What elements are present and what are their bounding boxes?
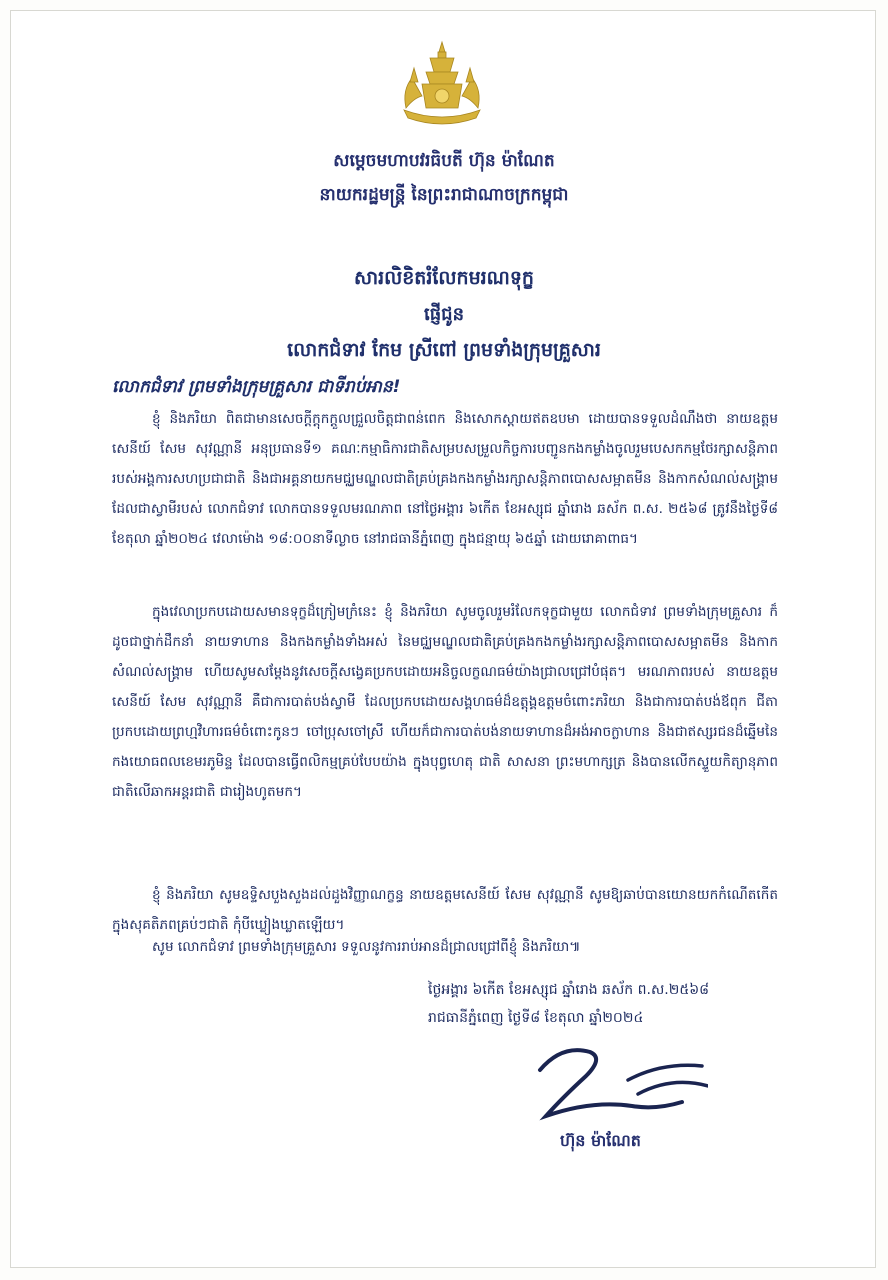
letter-subtitle: ផ្ញើជូន xyxy=(424,304,464,325)
paragraph-4-text: សូម លោកជំទាវ ព្រមទាំងក្រុមគ្រួសារ ទទួលនូវការរាប់អានដ៏ជ្រាលជ្រៅពីខ្ញុំ និងភរិយា៕ xyxy=(152,939,581,955)
paragraph-1-text: ខ្ញុំ និងភរិយា ពិតជាមានសេចក្តីក្តុកក្តួលជ្រួលចិត្តជាពន់ពេក និងសោកស្តាយឥតឧបមា ដោយបានទទួលដំណឹងថា នាយឧត្តមសេនីយ៍ សែម សុវណ្ណានី អនុប្រធានទី១ គណៈកម្មាធិការជាតិសម្របសម្រួលកិច្ចការបញ្ជូនកងកម្លាំងចូលរួមបេសកកម្មថែរក្សាសន្តិភាពរបស់អង្គការសហប្រជាជាតិ និងជាអគ្គនាយកមជ្ឈមណ្ឌលជាតិគ្រប់គ្រងកងកម្លាំងរក្សាសន្តិភាពបោសសម្អាតមីន និងកាកសំណល់សង្គ្រាម ដែលជាស្វាមីរបស់ លោកជំទាវ លោកបានទទួលមរណភាព នៅថ្ងៃអង្គារ ៦កើត ខែអស្សុជ ឆ្នាំរោង ឆស័ក ព.ស. ២៥៦៨ ត្រូវនឹងថ្ងៃទី៨ ខែតុលា ឆ្នាំ២០២៤ វេលាម៉ោង ១៨:០០នាទីល្ងាច នៅរាជធានីភ្នំពេញ ក្នុងជន្មាយុ ៦៥ឆ្នាំ ដោយរោគាពាធ។ xyxy=(112,411,778,547)
paragraph-3-text: ខ្ញុំ និងភរិយា សូមឧទ្ទិសបួងសួងដល់ដួងវិញ្ញាណក្ខន្ធ នាយឧត្តមសេនីយ៍ សែម សុវណ្ណានី សូមឱ្យឆាប់បានយោនយកកំណើតកើតក្នុងសុគតិភពគ្រប់ៗជាតិ កុំបីឃ្លៀងឃ្លាតឡើយ។ xyxy=(112,887,778,933)
paragraph-2-text: ក្នុងវេលាប្រកបដោយសមានទុក្ខដ៏ក្រៀមក្រំនេះ ខ្ញុំ និងភរិយា សូមចូលរួមរំលែកទុក្ខជាមួយ លោកជំទាវ ព្រមទាំងក្រុមគ្រួសារ ក៏ដូចជាថ្នាក់ដឹកនាំ នាយទាហាន និងកងកម្លាំងទាំងអស់ នៃមជ្ឈមណ្ឌលជាតិគ្រប់គ្រងកងកម្លាំងរក្សាសន្តិភាពបោសសម្អាតមីន និងកាកសំណល់សង្គ្រាម ហើយសូមសម្តែងនូវសេចក្តីសង្វេគប្រកបដោយអនិច្ចលក្ខណធម៌យ៉ាងជ្រាលជ្រៅបំផុត។ មរណភាពរបស់ នាយឧត្តមសេនីយ៍ សែម សុវណ្ណានី គឺជាការបាត់បង់ស្វាមី ដែលប្រកបដោយសង្គហធម៌ដ៏ឧត្តុង្គឧត្តមចំពោះភរិយា និងជាការបាត់បង់ឪពុក ជីតា ប្រកបដោយព្រហ្មវិហារធម៌ចំពោះកូនៗ ចៅប្រុសចៅស្រី ហើយក៏ជាការបាត់បង់នាយទាហានដ៏អង់អាចក្លាហាន និងជាឥស្សរជនដ៏ឆ្នើមនៃកងយោធពលខេមរភូមិន្ទ ដែលបានធ្វើពលិកម្មគ្រប់បែបយ៉ាង ក្នុងបុព្វហេតុ ជាតិ សាសនា ព្រះមហាក្សត្រ និងបានលើកស្ទួយកិត្យានុភាពជាតិលើឆាកអន្តរជាតិ ជារៀងហូតមក។ xyxy=(112,604,778,800)
royal-coat-of-arms-icon xyxy=(392,38,492,134)
signer-name: ហ៊ុន ម៉ាណែត xyxy=(560,1131,641,1150)
paragraph-3 xyxy=(112,880,778,940)
author-name: សម្តេចមហាបវរធិបតី ហ៊ុន ម៉ាណែត xyxy=(333,151,555,171)
paragraph-1 xyxy=(112,404,778,584)
letter-recipient: លោកជំទាវ កែម ស្រីពៅ ព្រមទាំងក្រុមគ្រួសារ xyxy=(287,339,601,361)
handwritten-signature xyxy=(532,1036,708,1128)
paragraph-2 xyxy=(112,597,778,897)
author-title: នាយករដ្ឋមន្ត្រី នៃព្រះរាជាណាចក្រកម្ពុជា xyxy=(319,185,569,205)
closing-date-solar: រាជធានីភ្នំពេញ ថ្ងៃទី៨ ខែតុលា ឆ្នាំ២០២៤ xyxy=(428,1010,644,1026)
paragraph-4 xyxy=(112,932,778,964)
closing-date-lunar: ថ្ងៃអង្គារ ៦កើត ខែអស្សុជ ឆ្នាំរោង ឆស័ក ព.ស.២៥៦៨ xyxy=(428,982,710,998)
salutation: លោកជំទាវ ព្រមទាំងក្រុមគ្រួសារ ជាទីរាប់អាន! xyxy=(112,377,401,397)
letter-title: សារលិខិតរំលែកមរណទុក្ខ xyxy=(354,267,534,289)
